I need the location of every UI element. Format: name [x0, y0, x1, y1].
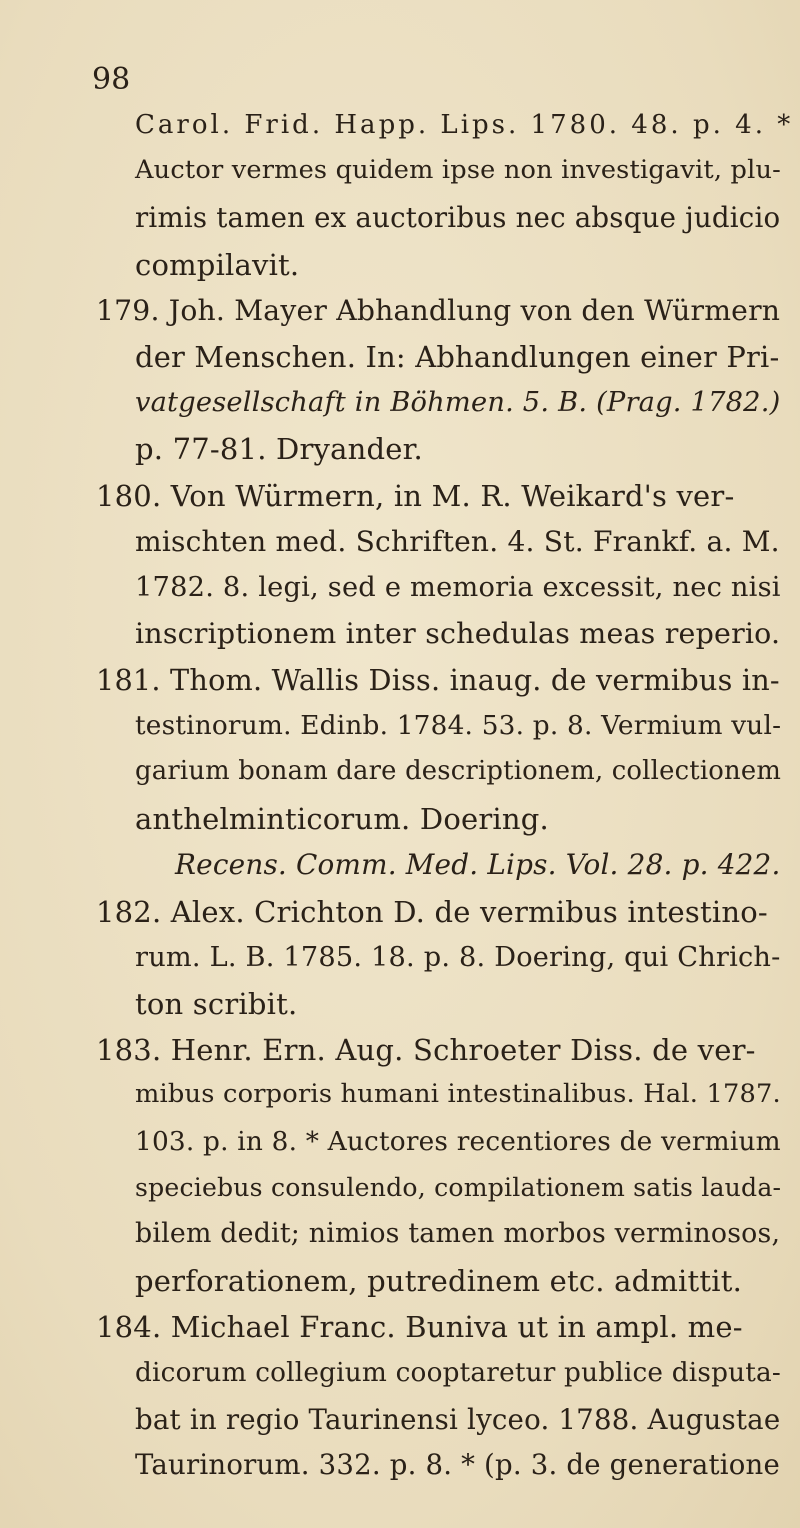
text-line: garium bonam dare descriptionem, collectionem: [135, 756, 782, 786]
page-number: 98: [92, 62, 131, 97]
text-line: perforationem, putredinem etc. admittit.: [135, 1264, 742, 1298]
text-line: 179. Joh. Mayer Abhandlung von den Würmern: [96, 294, 781, 327]
text-line: rimis tamen ex auctoribus nec absque judicio: [135, 201, 781, 234]
text-line: 180. Von Würmern, in M. R. Weikard's ver-: [96, 479, 735, 513]
text-line: bat in regio Taurinensi lyceo. 1788. Augustae: [135, 1403, 781, 1436]
text-line: anthelminticorum. Doering.: [135, 802, 549, 836]
text-line: compilavit.: [135, 248, 300, 282]
text-line: 182. Alex. Crichton D. de vermibus intestino-: [96, 895, 768, 929]
text-line: 181. Thom. Wallis Diss. inaug. de vermibus in-: [96, 663, 780, 697]
text-line: Taurinorum. 332. p. 8. * (p. 3. de generatione: [135, 1449, 780, 1481]
text-line: 1782. 8. legi, sed e memoria excessit, nec nisi: [135, 572, 781, 603]
text-line: mischten med. Schriften. 4. St. Frankf. a. M.: [135, 525, 780, 558]
text-line: der Menschen. In: Abhandlungen einer Pri-: [135, 340, 780, 374]
text-line: Carol. Frid. Happ. Lips. 1780. 48. p. 4. *: [135, 110, 794, 140]
text-line: Auctor vermes quidem ipse non investigavit, plu-: [135, 155, 782, 185]
text-line: p. 77-81. Dryander.: [135, 432, 423, 466]
text-line: ton scribit.: [135, 987, 298, 1021]
text-line: Recens. Comm. Med. Lips. Vol. 28. p. 422.: [175, 848, 781, 881]
text-line: 184. Michael Franc. Buniva ut in ampl. me-: [96, 1310, 743, 1344]
text-line: rum. L. B. 1785. 18. p. 8. Doering, qui Chrich-: [135, 942, 781, 973]
text-line: inscriptionem inter schedulas meas reperio.: [135, 617, 781, 650]
text-line: speciebus consulendo, compilationem satis lauda-: [135, 1173, 782, 1202]
text-line: 183. Henr. Ern. Aug. Schroeter Diss. de ver-: [96, 1033, 756, 1067]
text-line: mibus corporis humani intestinalibus. Hal. 1787.: [135, 1079, 781, 1109]
text-line: bilem dedit; nimios tamen morbos verminosos,: [135, 1218, 781, 1249]
text-line: 103. p. in 8. * Auctores recentiores de vermium: [135, 1127, 781, 1157]
text-line: dicorum collegium cooptaretur publice disputa-: [135, 1358, 781, 1388]
text-line: testinorum. Edinb. 1784. 53. p. 8. Vermium vul-: [135, 711, 782, 741]
text-line: vatgesellschaft in Böhmen. 5. B. (Prag. 1782.): [135, 387, 781, 418]
